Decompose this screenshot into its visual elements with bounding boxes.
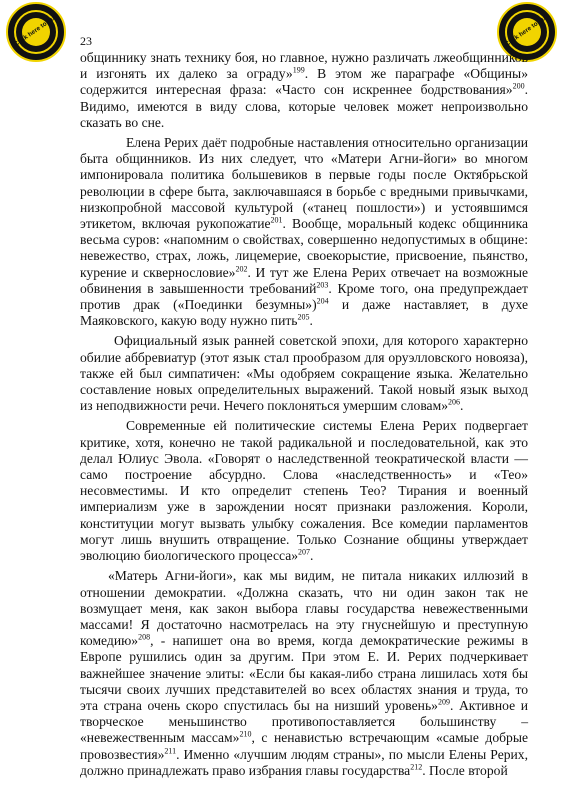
paragraph <box>80 418 528 564</box>
text-run: . Активное и творческое меньшинство противопоставляется большинству – «невежественным массам» <box>80 697 528 746</box>
text-run: . Именно «лучшим людям страны», по мысли Елены Рерих, должно принадлежать право избрания главы государства <box>80 746 528 778</box>
footnote-ref: 199 <box>292 65 305 75</box>
paragraph <box>80 568 528 779</box>
text-run: . <box>310 548 314 564</box>
footnote-ref: 200 <box>512 81 525 91</box>
text-run: Современные ей политические системы Елена Рерих подвергает критике, хотя, конечно не такой радикальной и последовательной, как это делал Юлиус Эвола. «Говорят о наследственной теократической власти — само построение абсурдно. Слова «наследственность» и «Тео» несовместимы. И кто определит степень Тео? Тирания и военный империализм уже в зарождении носят признаки разложения. Короли, конституции могут вызвать улыбку сожаления. Все комедии парламентов могут лишь внушить отвращение. Только Сознание общины утверждает эволюцию биологического процесса» <box>80 418 528 564</box>
footnote-ref: 208 <box>138 632 151 642</box>
text-run: общиннику знать технику боя, но главное, нужно различать лжеобщинников и изгонять их далеко за ограду» <box>80 50 528 82</box>
footnote-ref: 206 <box>448 397 460 407</box>
footnote-ref: 202 <box>235 264 248 274</box>
footnote-ref: 203 <box>316 280 329 290</box>
footnote-ref: 205 <box>297 312 310 322</box>
text-run: , - напишет она во время, когда демократические режимы в Европе рушились один за другим. При этом Е. И. Рерих подчеркивает важнейшее значение элиты: «Если бы какая-либо страна лишилась хотя бы тысячи своих лучших представителей во всех областях знания и труда, то эта страна очень скоро спустилась бы на низший уровень» <box>80 633 528 713</box>
text-run: . <box>460 398 464 414</box>
text-run: . Кроме того, она предупреждает против драк («Поединки безумны») <box>80 280 528 313</box>
paragraph <box>80 333 528 414</box>
page-number: 23 <box>80 34 92 48</box>
badge-link-text: Click here to buy <box>503 12 551 49</box>
footnote-ref: 209 <box>437 697 450 707</box>
paragraph <box>80 50 528 131</box>
footnote-ref: 204 <box>316 296 329 306</box>
text-run: . И тут же Елена Рерих отвечает на возможные обвинения в завышенности требований <box>80 264 528 296</box>
footnote-ref: 207 <box>298 547 311 557</box>
footnote-ref: 212 <box>410 762 423 772</box>
footnote-ref: 211 <box>164 746 177 755</box>
text-run: . Вообще, моральный кодекс общинника весьма суров: «напомним о свойствах, совершенно недопустимых в общине: невежество, страх, ложь, лицемерие, своекорыстие, присвоение, пьянство, курение и сквернословие» <box>80 216 528 280</box>
footnote-ref: 210 <box>239 729 252 739</box>
footnote-ref: 201 <box>270 215 283 225</box>
abbyy-watermark-badge-left[interactable] <box>6 2 66 62</box>
text-run: и даже наставляет, в духе Маяковского, какую воду нужно пить <box>80 297 528 329</box>
text-run: . После второй <box>422 762 508 778</box>
paragraph <box>80 135 528 329</box>
document-body <box>80 50 528 783</box>
text-run: . В этом же параграфе «Общины» содержится интересная фраза: «Часто сон искреннее бодрствования» <box>80 66 528 98</box>
text-run: . Видимо, имеются в виду слова, которые человек может непроизвольно сказать во сне. <box>80 82 528 130</box>
badge-link-text: Click here to buy <box>12 12 60 49</box>
text-run: . <box>309 313 313 329</box>
text-run: Официальный язык ранней советской эпохи, для которого характерно обилие аббревиатур (этот язык стал прообразом для оруэлловского новояза), также ей был симпатичен: «Мы одобряем сокращение языка. Желательно составление новых определительных выражений. Такой новый язык выход из неподвижности речи. Нечего поклоняться умершим словам» <box>80 333 528 414</box>
text-run: , с ненавистью встречающим «самые добрые провозвестия» <box>80 730 528 762</box>
text-run: «Матерь Агни-йоги», как мы видим, не питала никаких иллюзий в отношении демократии. «Должна сказать, что ни один закон так не возмущает меня, как закон выбора главы государства невежественными массами! Я достаточно насмотрелась на эту гнуснейшую и преступную комедию» <box>80 568 528 649</box>
text-run: Елена Рерих даёт подробные наставления относительно организации быта общинников. Из них следует, что «Матери Агни-йоги» во многом импонировала политика большевиков в первые годы после Октябрьской революции в сфере быта, заключавшаяся в борьбе с вредными привычками, низкопробной массовой культурой («танец пошлости») и устоявшимся этикетом, включая рукопожатие <box>80 135 528 232</box>
